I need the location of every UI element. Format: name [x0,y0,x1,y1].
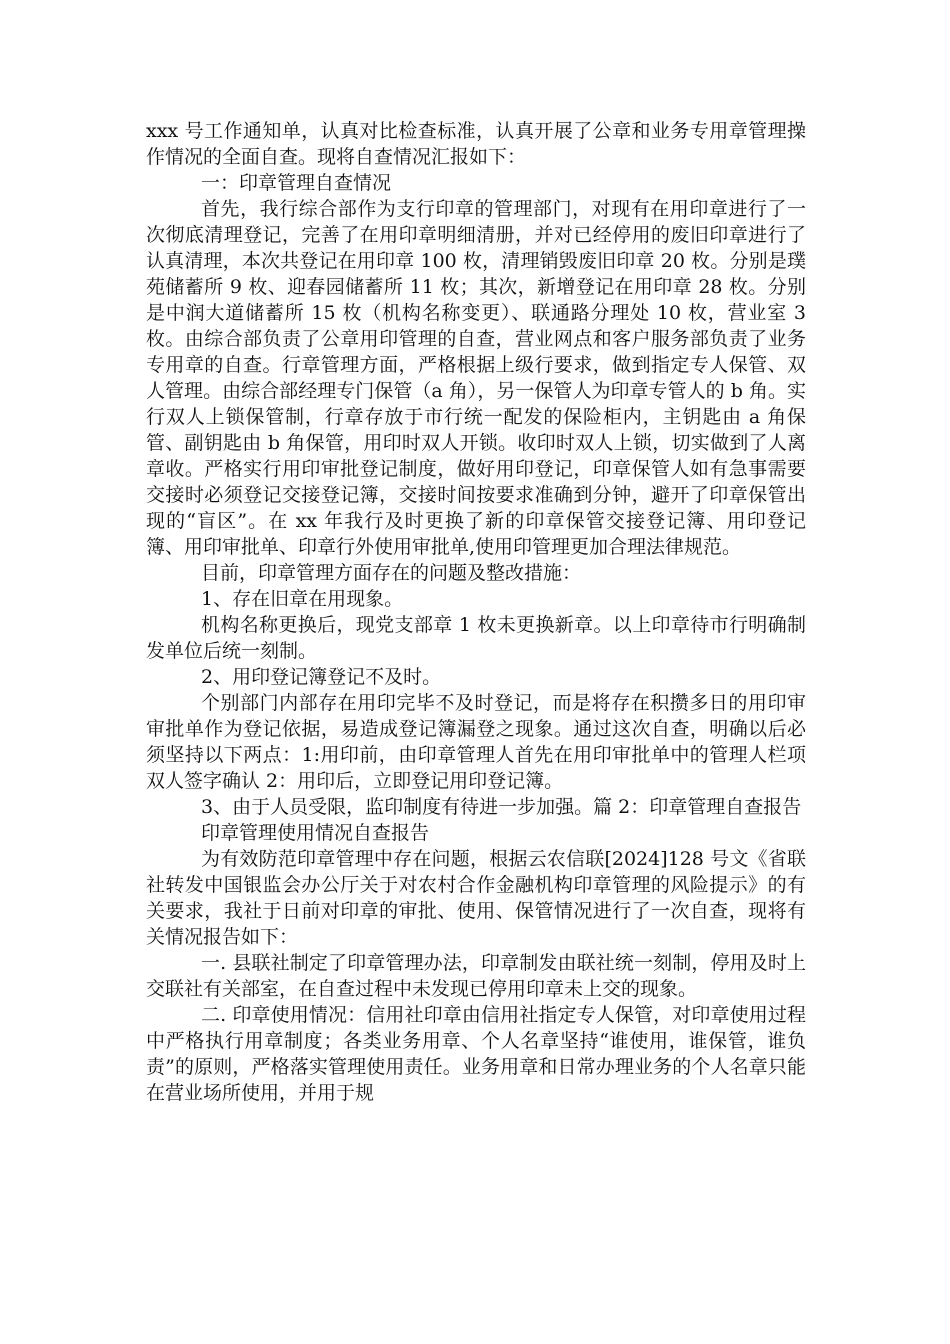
paragraph-point-2: 二. 印章使用情况：信用社印章由信用社指定专人保管，对印章使用过程中严格执行用章制度；各类业务用章、个人名章坚持“谁使用，谁保管，谁负责”的原则，严格落实管理使用责任。业务用章和日常办理业务的个人名章只能在营业场所使用，并用于规 [146,1004,806,1104]
list-item-problem-3: 3、由于人员受限，监印制度有待进一步加强。篇 2：印章管理自查报告 [201,796,802,818]
section-heading-seal-self-check: 一：印章管理自查情况 [201,172,392,194]
list-item-problem-1: 1、存在旧章在用现象。 [201,588,404,610]
list-item-problem-2: 2、用印登记簿登记不及时。 [201,666,442,688]
paragraph-intro: xxx 号工作通知单，认真对比检查标准，认真开展了公章和业务专用章管理操作情况的全面自查。现将自查情况汇报如下： [146,120,806,168]
report-title: 印章管理使用情况自查报告 [201,822,430,844]
paragraph-report-intro: 为有效防范印章管理中存在问题，根据云农信联[2024]128 号文《省联社转发中国银监会办公厅关于对农村合作金融机构印章管理的风险提示》的有关要求，我社于日前对印章的审批、使用、保管情况进行了一次自查，现将有关情况报告如下： [146,848,806,948]
paragraph-problem-1-detail: 机构名称更换后，现党支部章 1 枚未更换新章。以上印章待市行明确制发单位后统一刻制。 [146,614,806,662]
paragraph-seal-management: 首先，我行综合部作为支行印章的管理部门，对现有在用印章进行了一次彻底清理登记，完善了在用印章明细清册，并对已经停用的废旧印章进行了认真清理，本次共登记在用印章 100 枚，清理销毁废旧印章 20 枚。分别是璞苑储蓄所 9 枚、迎春园储蓄所 11 枚；其次，新增登记在用印章 28 枚。分别是中润大道储蓄所 15 枚（机构名称变更）、联通路分理处 10 枚，营业室 3 枚。由综合部负责了公章用印管理的自查，营业网点和客户服务部负责了业务专用章的自查。行章管理方面，严格根据上级行要求，做到指定专人保管、双人管理。由综合部经理专门保管（a 角），另一保管人为印章专管人的 b 角。实行双人上锁保管制，行章存放于市行统一配发的保险柜内，主钥匙由 a 角保管、副钥匙由 b 角保管，用印时双人开锁。收印时双人上锁，切实做到了人离章收。严格实行用印审批登记制度，做好用印登记，印章保管人如有急事需要交接时必须登记交接登记簿，交接时间按要求准确到分钟，避开了印章保管出现的“盲区”。在 xx 年我行及时更换了新的印章保管交接登记簿、用印登记簿、用印审批单、印章行外使用审批单,使用印管理更加合理法律规范。 [146,198,806,558]
paragraph-point-1: 一. 县联社制定了印章管理办法，印章制发由联社统一刻制，停用及时上交联社有关部室，在自查过程中未发现已停用印章未上交的现象。 [146,952,806,1000]
paragraph-problems-heading: 目前，印章管理方面存在的问题及整改措施： [201,562,582,584]
document-body [146,118,806,1106]
paragraph-problem-2-detail: 个别部门内部存在用印完毕不及时登记，而是将存在积攒多日的用印审审批单作为登记依据，易造成登记簿漏登之现象。通过这次自查，明确以后必须坚持以下两点：1:用印前，由印章管理人首先在用印审批单中的管理人栏项双人签字确认 2：用印后，立即登记用印登记簿。 [146,692,806,792]
